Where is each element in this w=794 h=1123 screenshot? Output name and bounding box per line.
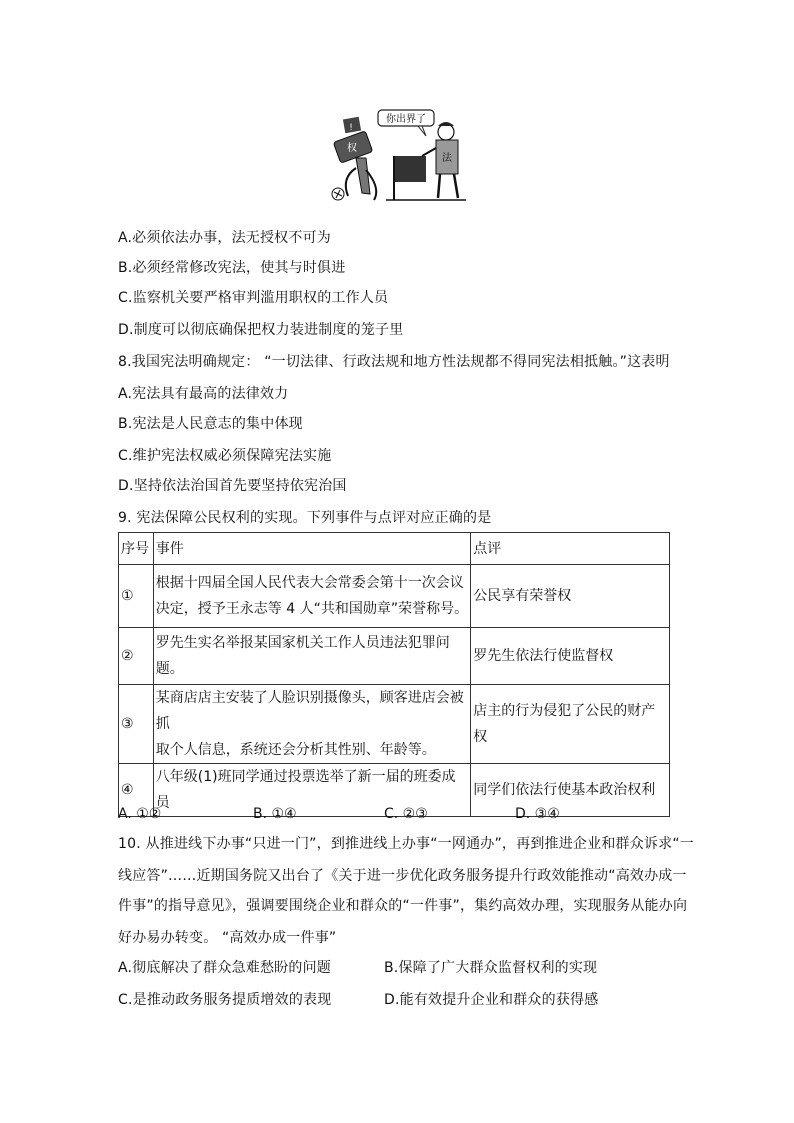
row-no: ③ <box>119 685 154 764</box>
q9-option-b: B. ①④ <box>253 806 297 822</box>
q9-option-c: C. ②③ <box>384 806 428 822</box>
table-row <box>119 565 670 628</box>
q8-stem: 8.我国宪法明确规定： “一切法律、行政法规和地方性法规都不得同宪法相抵触。”这表明 <box>118 354 670 370</box>
header-event: 事件 <box>153 533 470 565</box>
row-comment: 同学们依法行使基本政治权利 <box>471 764 670 817</box>
row-no: ④ <box>119 764 154 817</box>
row-comment: 店主的行为侵犯了公民的财产权 <box>471 685 670 764</box>
hammer-text: 权 <box>347 143 357 154</box>
table-row <box>119 685 670 764</box>
table-header-row <box>119 533 670 565</box>
header-no: 序号 <box>119 533 154 565</box>
row-event <box>153 628 470 685</box>
q7-option-b: B.必须经常修改宪法，使其与时俱进 <box>118 260 346 276</box>
event-line: 罗先生实名举报某国家机关工作人员违法犯罪问题。 <box>155 635 450 677</box>
svg-text:!: ! <box>349 123 353 133</box>
event-line: 八年级(1)班同学通过投票选举了新一届的班委成员 <box>155 769 456 811</box>
row-event <box>153 565 470 628</box>
q8-option-b: B.宪法是人民意志的集中体现 <box>118 416 303 432</box>
q7-option-a: A.必须依法办事，法无授权不可为 <box>118 230 331 246</box>
q10-option-b: B.保障了广大群众监督权利的实现 <box>384 960 598 976</box>
q9-stem: 9. 宪法保障公民权利的实现。下列事件与点评对应正确的是 <box>118 510 492 526</box>
q8-option-a: A.宪法具有最高的法律效力 <box>118 386 289 402</box>
q7-option-c: C.监察机关要严格审判滥用职权的工作人员 <box>118 290 389 306</box>
q7-option-d: D.制度可以彻底确保把权力装进制度的笼子里 <box>118 322 404 338</box>
speech-bubble-text: 你出界了 <box>386 114 426 125</box>
q9-option-a: A. ①② <box>118 806 162 822</box>
row-event <box>153 685 470 764</box>
q10-line: 件事”的指导意见》，强调要围绕企业和群众的“一件事”，集约高效办理，实现服务从能办向 <box>118 898 688 914</box>
q10-option-a: A.彻底解决了群众急难愁盼的问题 <box>118 960 331 976</box>
q8-option-c: C.维护宪法权威必须保障宪法实施 <box>118 448 332 464</box>
row-comment: 罗先生依法行使监督权 <box>471 628 670 685</box>
q9-table <box>118 532 670 817</box>
q9-option-d: D. ③④ <box>515 806 560 822</box>
q10-line: 10. 从推进线下办事“只进一门”，到推进线上办事“一网通办”，再到推进企业和群众诉求“一 <box>118 836 694 852</box>
row-no: ① <box>119 565 154 628</box>
row-no: ② <box>119 628 154 685</box>
q10-option-d: D.能有效提升企业和群众的获得感 <box>384 992 599 1008</box>
event-line: 根据十四届全国人民代表大会常委会第十一次会议 <box>155 575 464 591</box>
q10-line: 线应答”……近期国务院又出台了《关于进一步优化政务服务提升行政效能推动“高效办成一 <box>118 868 687 884</box>
event-line: 取个人信息，系统还会分析其性别、年龄等。 <box>155 742 436 758</box>
table-row <box>119 628 670 685</box>
cartoon-illustration <box>326 108 471 210</box>
vest-text: 法 <box>442 153 452 164</box>
header-comment: 点评 <box>471 533 670 565</box>
q8-option-d: D.坚持依法治国首先要坚持依宪治国 <box>118 478 347 494</box>
event-line: 某商店店主安装了人脸识别摄像头，顾客进店会被抓 <box>155 690 464 732</box>
event-line: 决定，授予王永志等 4 人“共和国勋章”荣誉称号。 <box>155 601 469 617</box>
q10-line: 好办易办转变。 “高效办成一件事” <box>118 930 337 946</box>
q10-option-c: C.是推动政务服务提质增效的表现 <box>118 992 332 1008</box>
row-comment: 公民享有荣誉权 <box>471 565 670 628</box>
